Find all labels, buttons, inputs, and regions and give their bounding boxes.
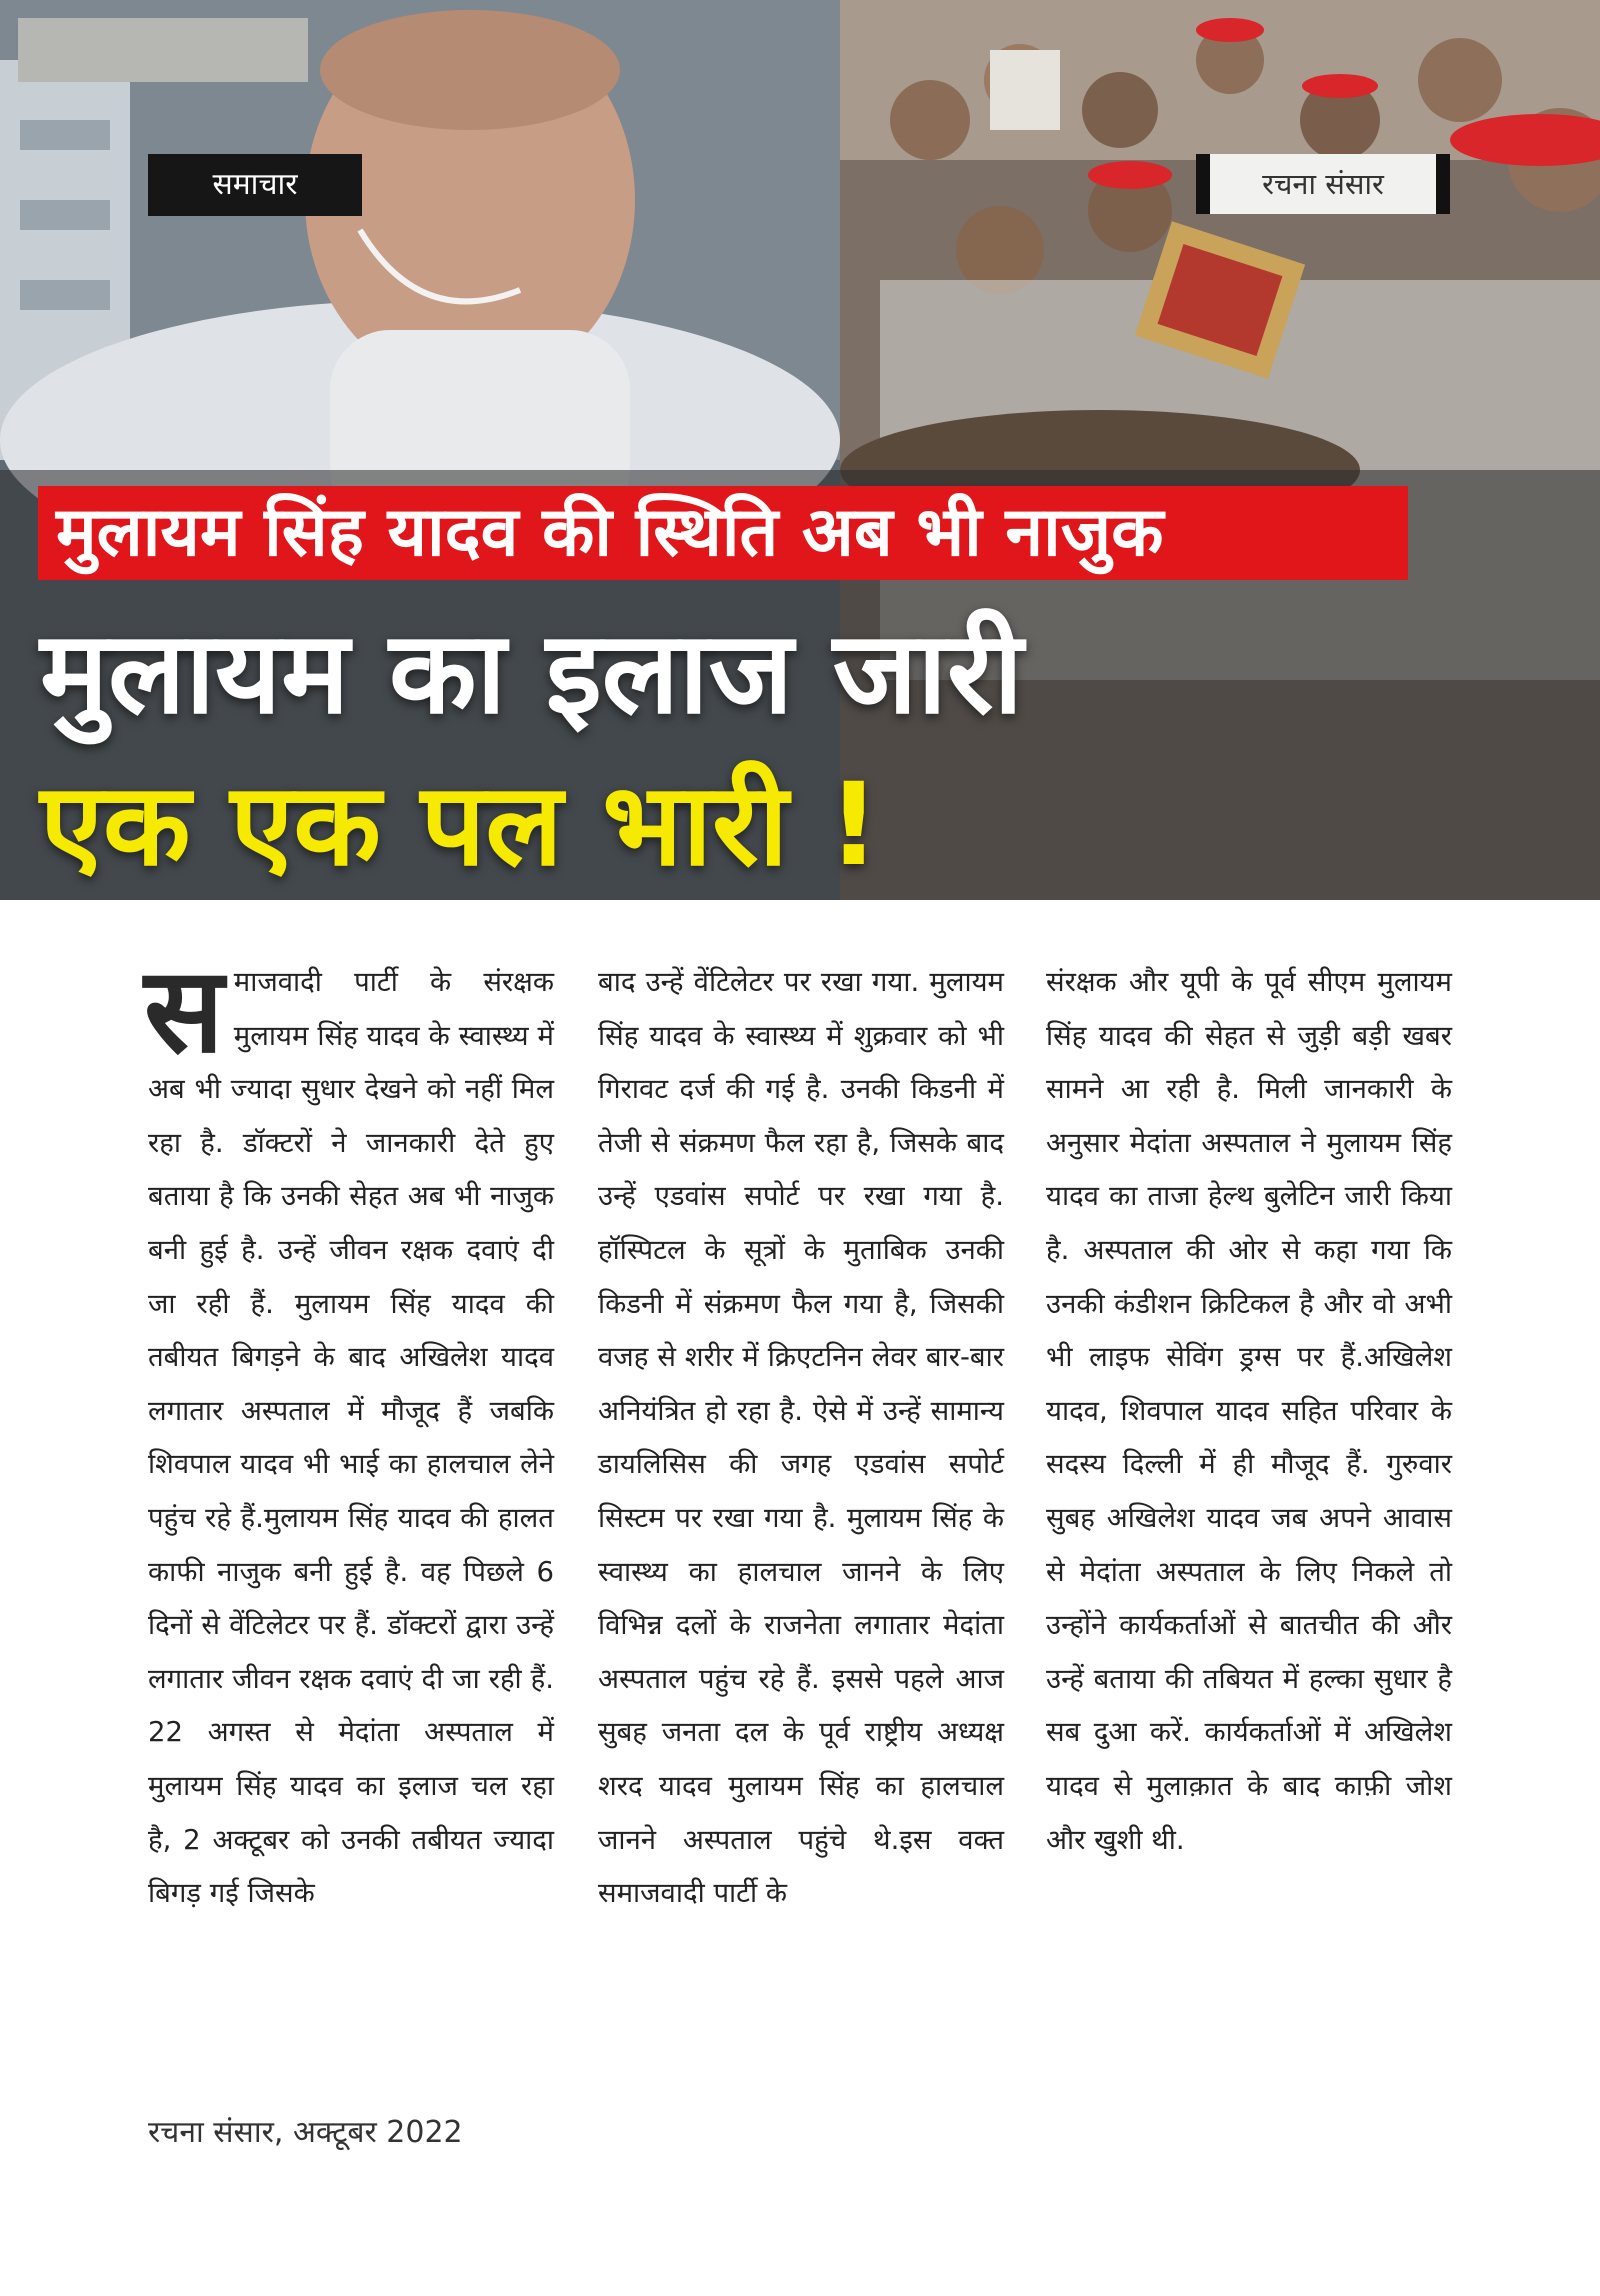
section-tag: समाचार (148, 154, 362, 216)
column-1-text: माजवादी पार्टी के संरक्षक मुलायम सिंह यादव के स्वास्थ्य में अब भी ज्यादा सुधार देखने को नहीं मिल रहा है. डॉक्टरों ने जानकारी देते हुए बताया है कि उनकी सेहत अब भी नाजुक बनी हुई है. उन्हें जीवन रक्षक दवाएं दी जा रही हैं. मुलायम सिंह यादव की तबीयत बिगड़ने के बाद अखिलेश यादव लगातार अस्पताल में मौजूद हैं जबकि शिवपाल यादव भी भाई का हालचाल लेने पहुंच रहे हैं.मुलायम सिंह यादव की हालत काफी नाजुक बनी हुई है. वह पिछले 6 दिनों से वेंटिलेटर पर हैं. डॉक्टरों द्वारा उन्हें लगातार जीवन रक्षक दवाएं दी जा रही हैं. 22 अगस्त से मेदांता अस्पताल में मुलायम सिंह यादव का इलाज चल रहा है, 2 अक्टूबर को उनकी तबीयत ज्यादा बिगड़ गई जिसके (148, 966, 554, 1910)
headline-banner (38, 486, 1408, 580)
headline-red-text: मुलायम सिंह यादव की स्थिति अब भी नाजुक (56, 493, 1164, 572)
headline-sub: एक एक पल भारी ! (40, 758, 880, 891)
article-column-1 (144, 941, 554, 1921)
column-3-text: संरक्षक और यूपी के पूर्व सीएम मुलायम सिंह यादव की सेहत से जुड़ी बड़ी खबर सामने आ रही है. मिली जानकारी के अनुसार मेदांता अस्पताल ने मुलायम सिंह यादव का ताजा हेल्थ बुलेटिन जारी किया है. अस्पताल की ओर से कहा गया कि उनकी कंडीशन क्रिटिकल है और वो अभी भी लाइफ सेविंग ड्रग्स पर हैं.अखिलेश यादव, शिवपाल यादव सहित परिवार के सदस्य दिल्ली में ही मौजूद हैं. गुरुवार सुबह अखिलेश यादव जब अपने आवास से मेदांता अस्पताल के लिए निकले तो उन्होंने कार्यकर्ताओं से बातचीत की और उन्हें बताया की तबियत में हल्का सुधार है सब दुआ करें. कार्यकर्ताओं में अखिलेश यादव से मुलाक़ात के बाद काफ़ी जोश और खुशी थी. (1046, 966, 1452, 1856)
column-2-text: बाद उन्हें वेंटिलेटर पर रखा गया. मुलायम सिंह यादव के स्वास्थ्य में शुक्रवार को भी गिरावट दर्ज की गई है. उनकी किडनी में तेजी से संक्रमण फैल रहा है, जिसके बाद उन्हें एडवांस सपोर्ट पर रखा गया है. हॉस्पिटल के सूत्रों के मुताबिक उनकी किडनी में संक्रमण फैल गया है, जिसकी वजह से शरीर में क्रिएटनिन लेवर बार-बार अनियंत्रित हो रहा है. ऐसे में उन्हें सामान्य डायलिसिस की जगह एडवांस सपोर्ट सिस्टम पर रखा गया है. मुलायम सिंह के स्वास्थ्य का हालचाल जानने के लिए विभिन्न दलों के राजनेता लगातार मेदांता अस्पताल पहुंच रहे हैं. इससे पहले आज सुबह जनता दल के पूर्व राष्ट्रीय अध्यक्ष शरद यादव मुलायम सिंह का हालचाल जानने अस्पताल पहुंचे थे.इस वक्त समाजवादी पार्टी के (598, 966, 1005, 1910)
article-column-3 (1046, 956, 1452, 1867)
headline-main: मुलायम का इलाज जारी (40, 606, 1024, 739)
gray-placeholder-bar (18, 18, 308, 82)
page-footer: रचना संसार, अक्टूबर 2022 (148, 2115, 463, 2150)
magazine-tag: रचना संसार (1196, 154, 1450, 214)
drop-cap: स (144, 941, 224, 1079)
hero-image (0, 0, 1600, 900)
article-column-2 (598, 956, 1004, 1921)
